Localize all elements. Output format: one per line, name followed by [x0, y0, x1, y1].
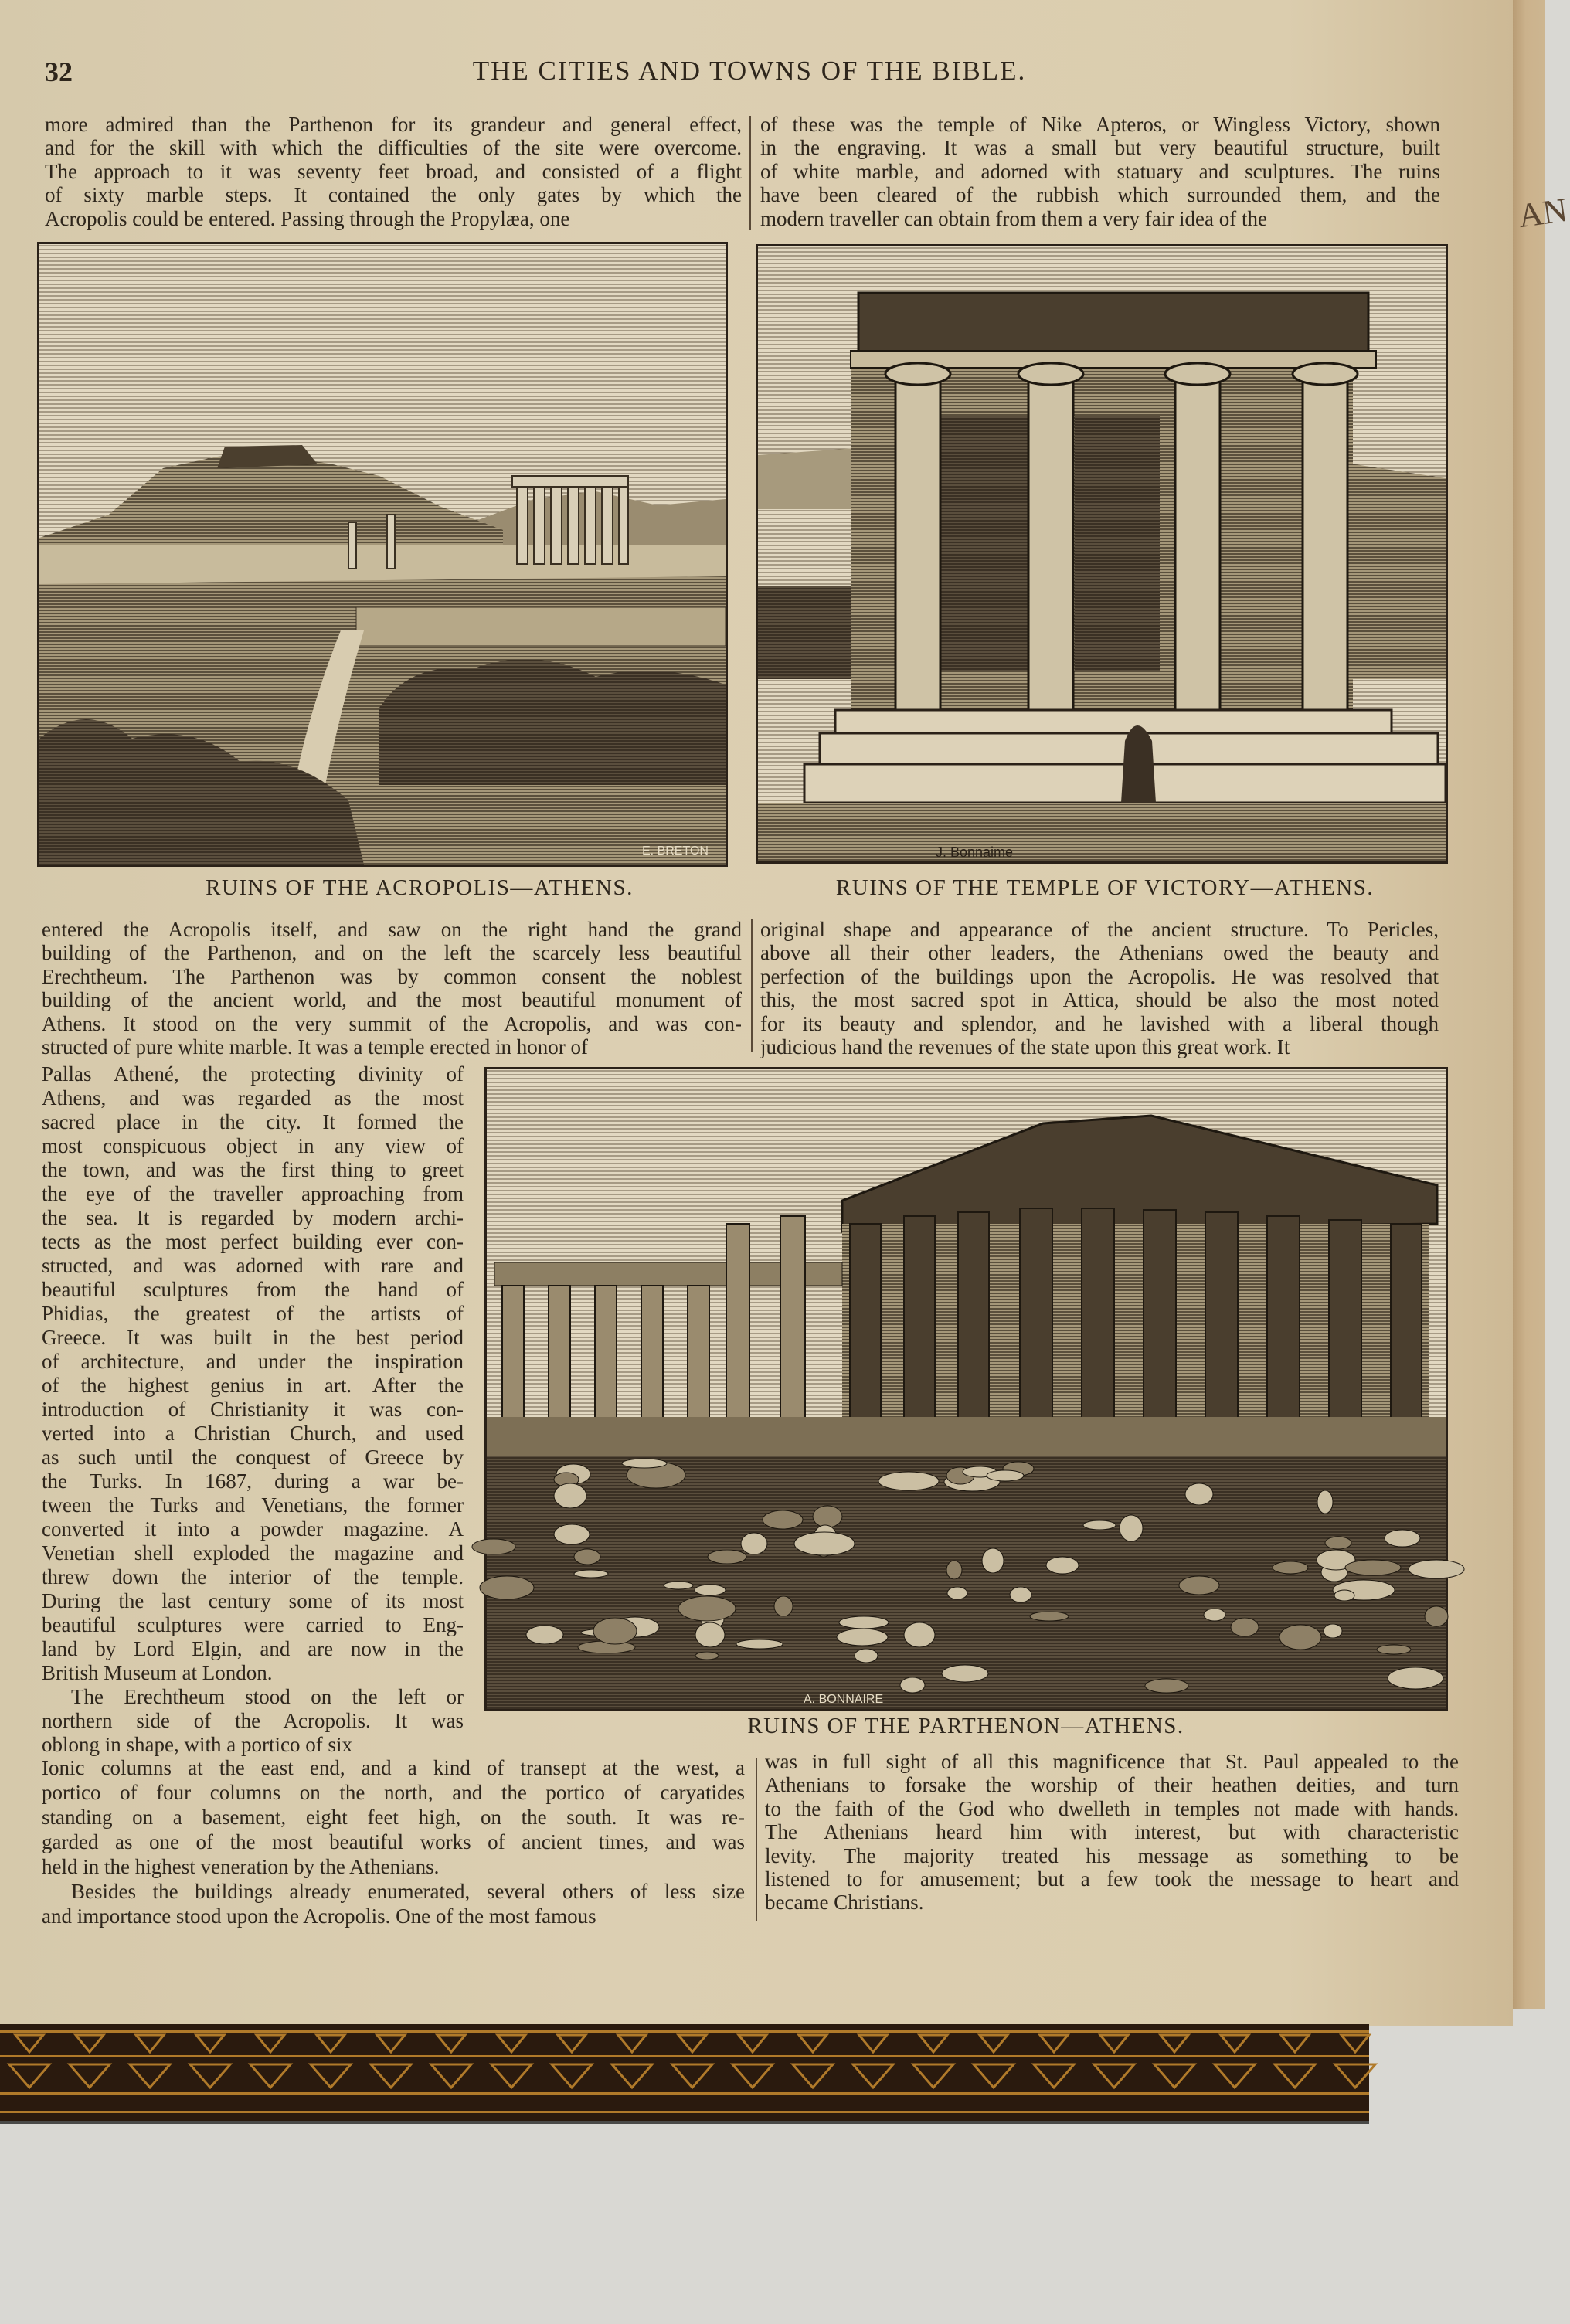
- rubble-stone: [942, 1665, 988, 1682]
- gilt-triangle: [732, 2035, 773, 2088]
- adjacent-page-heading: AN: [1515, 190, 1570, 236]
- text-line: held in the highest veneration by the Athenians.: [42, 1855, 440, 1878]
- text-line: Phidias, the greatest of the artists of: [42, 1302, 464, 1325]
- rubble-stone: [695, 1585, 726, 1595]
- text-line: building of the Parthenon, and on the left the scarcely less beautiful: [42, 941, 742, 965]
- text-line: for its beauty and splendor, and he lavished with a liberal though: [760, 1011, 1439, 1035]
- rubble-stone: [1324, 1624, 1342, 1638]
- rubble-stone: [593, 1618, 637, 1644]
- gilt-ornament: [0, 2024, 1369, 2121]
- rubble-stone: [1273, 1561, 1308, 1574]
- top-right-column: [760, 113, 1440, 230]
- text-line: was in full sight of all this magnificence that St. Paul appealed to the: [765, 1750, 1459, 1773]
- rubble-stone: [900, 1677, 925, 1693]
- rubble-stone: [574, 1549, 600, 1565]
- text-line: structed, and was adorned with rare and: [42, 1254, 464, 1277]
- text-line: standing on a basement, eight feet high, on the south. It was re-: [42, 1806, 745, 1829]
- rubble-stone: [1204, 1609, 1225, 1621]
- caption-acropolis: RUINS OF THE ACROPOLIS—ATHENS.: [206, 875, 634, 900]
- acropolis-illustration: [39, 244, 726, 865]
- rubble-stone: [526, 1626, 563, 1644]
- text-line: as such until the conquest of Greece by: [42, 1446, 464, 1469]
- text-line: Pallas Athené, the protecting divinity of: [42, 1062, 464, 1086]
- column-divider: [756, 1758, 757, 1921]
- caption-parthenon: RUINS OF THE PARTHENON—ATHENS.: [747, 1714, 1184, 1738]
- text-line: The Erechtheum stood on the left or: [71, 1685, 464, 1708]
- text-line: more admired than the Parthenon for its grandeur and general effect,: [45, 113, 742, 136]
- narrow-column: [42, 1062, 464, 1757]
- text-line: and for the skill with which the difficulties of the site were overcome.: [45, 136, 742, 160]
- text-line: The approach to it was seventy feet broad, and consisted of a flight: [45, 159, 742, 183]
- distant-hills: [758, 447, 866, 509]
- rubble-stone: [741, 1533, 767, 1554]
- gilt-triangle: [672, 2035, 712, 2088]
- rubble-stone: [982, 1548, 1004, 1573]
- text-line: perfection of the buildings upon the Acropolis. He was resolved that: [760, 964, 1439, 988]
- rubble-stone: [794, 1532, 855, 1555]
- top-left-column: [45, 113, 742, 230]
- engraver-signature: J. Bonnaime: [936, 844, 1014, 860]
- caption-temple-of-victory: RUINS OF THE TEMPLE OF VICTORY—ATHENS.: [835, 875, 1375, 900]
- rubble-stone: [878, 1472, 939, 1490]
- text-line: have been cleared of the rubbish which surrounded them, and the: [760, 183, 1440, 207]
- text-line: oblong in shape, with a portico of six: [42, 1733, 352, 1756]
- text-line: introduction of Christianity it was con-: [42, 1398, 464, 1421]
- rubble-stone: [1010, 1587, 1031, 1602]
- gilt-triangle: [9, 2035, 49, 2088]
- rubble-stone: [622, 1459, 667, 1468]
- text-line: beautiful sculptures were carried to Eng-: [42, 1613, 464, 1636]
- text-line: building of the ancient world, and the most beautiful monument of: [42, 988, 742, 1012]
- foreground-stones: [758, 803, 1446, 861]
- gilt-triangle: [190, 2035, 230, 2088]
- middle-right-column: [760, 918, 1439, 1058]
- rubble-stone: [1377, 1645, 1411, 1654]
- text-line: tween the Turks and Venetians, the former: [42, 1493, 464, 1517]
- text-line: of these was the temple of Nike Apteros, or Wingless Victory, shown: [760, 113, 1440, 136]
- gilt-triangle: [491, 2035, 532, 2088]
- text-line: Greece. It was built in the best period: [42, 1326, 464, 1349]
- text-line: northern side of the Acropolis. It was: [42, 1709, 464, 1732]
- gilt-rule: [0, 2092, 1369, 2095]
- gilt-triangle: [552, 2035, 592, 2088]
- text-line: and importance stood upon the Acropolis. One of the most famous: [42, 1904, 596, 1928]
- gilt-triangle: [1034, 2035, 1074, 2088]
- rubble-stone: [1279, 1625, 1321, 1650]
- rubble-stone: [946, 1561, 962, 1579]
- rubble-stone: [1231, 1618, 1259, 1636]
- rubble-stone: [987, 1470, 1024, 1481]
- text-line: became Christians.: [765, 1891, 924, 1915]
- text-line: of the highest genius in art. After the: [42, 1374, 464, 1397]
- rubble-stone: [695, 1652, 719, 1660]
- rubble-stone: [554, 1524, 590, 1544]
- text-line: listened to for amusement; but a few took the message to heart and: [765, 1867, 1459, 1891]
- text-line: the sea. It is regarded by modern archi-: [42, 1206, 464, 1229]
- adjacent-page-edge: [1513, 0, 1545, 2009]
- text-line: entered the Acropolis itself, and saw on the right hand the grand: [42, 918, 742, 941]
- rubble-stone: [1046, 1557, 1079, 1574]
- text-line: converted it into a powder magazine. A: [42, 1517, 464, 1541]
- doorway-shadow: [1075, 416, 1160, 671]
- column-divider: [751, 919, 753, 1052]
- gilt-rule: [0, 2030, 1369, 2033]
- text-line: land by Lord Elgin, and are now in the: [42, 1637, 464, 1660]
- rubble-stone: [574, 1570, 608, 1578]
- text-line: the Turks. In 1687, during a war be-: [42, 1469, 464, 1493]
- rubble-stone: [813, 1506, 842, 1527]
- rubble-stone: [947, 1587, 967, 1599]
- bottom-left-column: [42, 1755, 745, 1928]
- rubble-stone: [695, 1622, 725, 1647]
- middle-left-column: [42, 918, 742, 1058]
- book-binding-edge: [0, 2024, 1369, 2124]
- text-line: tects as the most perfect building ever con-: [42, 1230, 464, 1253]
- text-line: The Athenians heard him with interest, but with characteristic: [765, 1820, 1459, 1844]
- gilt-rule: [0, 2055, 1369, 2057]
- engraving-parthenon: [484, 1067, 1448, 1711]
- text-line: original shape and appearance of the ancient structure. To Pericles,: [760, 918, 1439, 941]
- text-line: of white marble, and adorned with statuary and sculptures. The ruins: [760, 159, 1440, 183]
- rubble-stone: [839, 1616, 889, 1629]
- rubble-stone: [708, 1550, 746, 1564]
- rubble-stone: [664, 1582, 693, 1589]
- rubble-stone: [904, 1622, 935, 1647]
- rubble-stone: [1325, 1537, 1351, 1549]
- text-line: Besides the buildings already enumerated, several others of less size: [71, 1880, 745, 1903]
- running-title: THE CITIES AND TOWNS OF THE BIBLE.: [472, 56, 1027, 86]
- rubble-stone: [480, 1576, 534, 1599]
- text-line: Athens, and was regarded as the most: [42, 1086, 464, 1109]
- text-line: threw down the interior of the temple.: [42, 1565, 464, 1588]
- rubble-stone: [1385, 1530, 1420, 1547]
- rubble-stone: [837, 1629, 888, 1646]
- text-line: During the last century some of its most: [42, 1589, 464, 1612]
- rocks-left: [758, 586, 866, 679]
- gilt-triangle: [1275, 2035, 1315, 2088]
- gilt-triangle: [1154, 2035, 1194, 2088]
- text-line: levity. The majority treated his message as something to be: [765, 1843, 1459, 1867]
- olive-trees: [379, 659, 726, 785]
- text-line: to the faith of the God who dwelleth in temples not made with hands.: [765, 1796, 1459, 1820]
- parthenon-ruin: [217, 445, 318, 468]
- text-line: Acropolis could be entered. Passing through the Propylæa, one: [45, 206, 570, 230]
- text-line: garded as one of the most beautiful works of ancient times, and was: [42, 1830, 745, 1853]
- text-line: Erechtheum. The Parthenon was by common consent the noblest: [42, 964, 742, 988]
- gilt-triangle: [853, 2035, 893, 2088]
- engraving-acropolis: [37, 242, 728, 867]
- text-line: the eye of the traveller approaching from: [42, 1182, 464, 1205]
- rubble-stone: [1334, 1590, 1354, 1601]
- text-line: in the engraving. It was a small but very beautiful structure, built: [760, 136, 1440, 160]
- text-line: Athenians to forsake the worship of their heathen deities, and turn: [765, 1773, 1459, 1797]
- gilt-triangle: [974, 2035, 1014, 2088]
- parthenon-illustration: [487, 1069, 1446, 1709]
- rubble-stone: [1345, 1560, 1401, 1575]
- text-line: the town, and was the first thing to greet: [42, 1158, 464, 1181]
- rubble-stone: [1030, 1612, 1069, 1621]
- text-line: British Museum at London.: [42, 1661, 273, 1684]
- engraver-signature: A. BONNAIRE: [804, 1693, 884, 1706]
- rubble-stone: [1185, 1483, 1213, 1505]
- gilt-triangle: [1215, 2035, 1255, 2088]
- gilt-triangle: [70, 2035, 110, 2088]
- rubble-stone: [1120, 1515, 1143, 1541]
- text-line: Venetian shell exploded the magazine and: [42, 1541, 464, 1565]
- text-line: Ionic columns at the east end, and a kind of transept at the west, a: [42, 1756, 745, 1779]
- gilt-rule: [0, 2111, 1369, 2113]
- gilt-triangle: [1335, 2035, 1375, 2088]
- text-line: most conspicuous object in any view of: [42, 1134, 464, 1157]
- ancient-wall: [356, 607, 726, 646]
- text-line: portico of four columns on the north, and the portico of caryatides: [42, 1781, 745, 1804]
- gilt-triangle: [250, 2035, 291, 2088]
- text-line: above all their other leaders, the Athenians owed the beauty and: [760, 941, 1439, 965]
- text-line: of sixty marble steps. It contained the only gates by which the: [45, 183, 742, 207]
- engraving-temple-of-victory: [756, 244, 1448, 864]
- rubble-stone: [855, 1649, 878, 1663]
- rubble-stone: [1317, 1490, 1333, 1514]
- rubble-stone: [1145, 1679, 1188, 1693]
- text-line: judicious hand the revenues of the state upon this great work. It: [760, 1035, 1290, 1058]
- rubble-stone: [736, 1639, 783, 1649]
- rubble-stone: [678, 1596, 736, 1621]
- engraver-signature: E. BRETON: [642, 844, 709, 858]
- doorway-shadow: [936, 416, 1028, 671]
- gilt-triangle: [311, 2035, 351, 2088]
- frieze: [858, 293, 1368, 355]
- distant-landscape: [1345, 463, 1446, 679]
- text-line: structed of pure white marble. It was a temple erected in honor of: [42, 1035, 588, 1058]
- page-number: 32: [45, 56, 73, 87]
- gilt-triangle: [1094, 2035, 1134, 2088]
- gilt-triangle: [913, 2035, 953, 2088]
- text-line: beautiful sculptures from the hand of: [42, 1278, 464, 1301]
- gilt-triangle: [371, 2035, 411, 2088]
- rubble-stone: [1179, 1576, 1219, 1595]
- gilt-triangle: [130, 2035, 170, 2088]
- rubble-stone: [1425, 1606, 1448, 1626]
- text-line: modern traveller can obtain from them a very fair idea of the: [760, 206, 1267, 230]
- gilt-triangle: [612, 2035, 652, 2088]
- rubble-stone: [472, 1539, 515, 1554]
- rubble-stone: [1409, 1560, 1464, 1578]
- rubble-stone: [1388, 1667, 1443, 1689]
- gilt-triangle: [431, 2035, 471, 2088]
- text-line: verted into a Christian Church, and used: [42, 1422, 464, 1445]
- text-line: Athens. It stood on the very summit of the Acropolis, and was con-: [42, 1011, 742, 1035]
- gilt-triangle: [793, 2035, 833, 2088]
- bottom-right-column: [765, 1750, 1459, 1915]
- text-line: of architecture, and under the inspiration: [42, 1350, 464, 1373]
- rubble-stone: [554, 1483, 586, 1508]
- text-line: sacred place in the city. It formed the: [42, 1110, 464, 1133]
- text-line: this, the most sacred spot in Attica, should be also the most noted: [760, 988, 1439, 1012]
- rubble-stone: [774, 1596, 793, 1616]
- temple-victory-illustration: [758, 246, 1446, 861]
- rubble-stone: [1083, 1520, 1116, 1530]
- rubble-stone: [763, 1510, 803, 1529]
- column-divider: [749, 116, 751, 230]
